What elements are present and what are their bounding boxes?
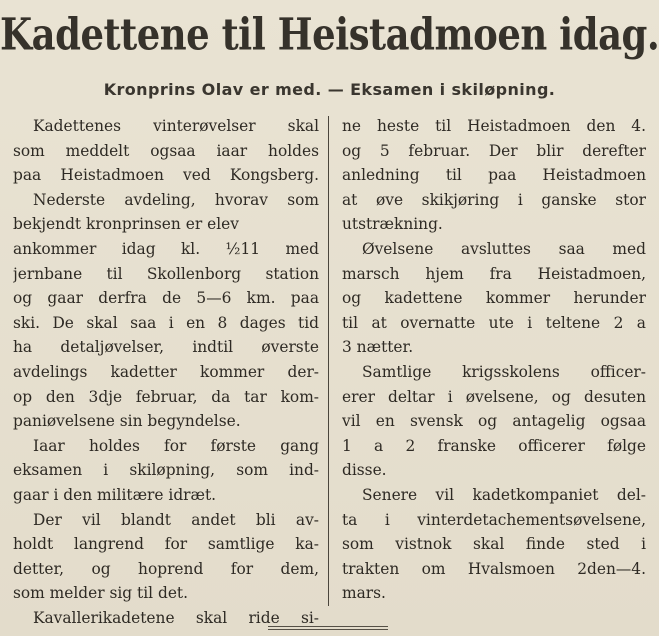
article-line: og gaar derfra de 5—6 km. paa — [13, 289, 319, 308]
article-line: paa Heistadmoen ved Kongsberg. — [13, 166, 319, 185]
article-line: Kavallerikadetene skal ride si- — [33, 608, 319, 627]
article-line: marsch hjem fra Heistadmoen, — [342, 264, 646, 283]
article-line: trakten om Hvalsmoen 2den—4. — [342, 559, 646, 578]
article-line: Der vil blandt andet bli av- — [33, 510, 319, 529]
article-line: op den 3dje februar, da tar kom- — [13, 387, 319, 406]
article-line: utstrækning. — [342, 215, 443, 234]
bottom-rule — [268, 626, 388, 630]
column-divider — [328, 116, 329, 606]
article-line: Kadettenes vinterøvelser skal — [33, 117, 319, 135]
article-line: erer deltar i øvelsene, og desuten — [342, 387, 646, 406]
article-column-right — [342, 114, 646, 606]
subheadline: Kronprins Olav er med. — Eksamen i skiløpning. — [103, 80, 556, 99]
article-line: Iaar holdes for første gang — [33, 436, 319, 455]
article-line: ankommer idag kl. ½11 med — [13, 239, 319, 258]
article-line: eksamen i skiløpning, som ind- — [13, 461, 319, 480]
article-line: og kadettene kommer herunder — [342, 289, 646, 308]
article-line: ta i vinterdetachementsøvelsene, — [342, 510, 646, 529]
article-line: 3 nætter. — [342, 338, 414, 357]
article-line: Senere vil kadetkompaniet del- — [362, 485, 646, 504]
article-line: Samtlige krigsskolens officer- — [362, 362, 646, 381]
article-line: disse. — [342, 461, 387, 480]
article-line: som meddelt ogsaa iaar holdes — [13, 141, 319, 160]
article-line: jernbane til Skollenborg station — [13, 264, 319, 283]
article-line: 1 a 2 franske officerer følge — [342, 436, 646, 455]
article-column-left — [13, 114, 319, 630]
article-line: ne heste til Heistadmoen den 4. — [342, 117, 646, 135]
article-line: paniøvelsene sin begyndelse. — [13, 412, 241, 431]
article-line: ski. De skal saa i en 8 dages tid — [13, 313, 319, 332]
article-line: vil en svensk og antagelig ogsaa — [342, 412, 646, 431]
article-line: anledning til paa Heistadmoen — [342, 166, 646, 185]
article-line: mars. — [342, 584, 386, 603]
headline: Kadettene til Heistadmoen idag. — [0, 8, 659, 60]
article-line: avdelings kadetter kommer der- — [13, 362, 319, 381]
article-line: som melder sig til det. — [13, 584, 189, 603]
article-line: som vistnok skal finde sted i — [342, 535, 646, 554]
article-line: Øvelsene avsluttes saa med — [362, 239, 646, 258]
article-line: og 5 februar. Der blir derefter — [342, 141, 646, 160]
article-line: holdt langrend for samtlige ka- — [13, 535, 319, 554]
article-line: bekjendt kronprinsen er elev — [13, 215, 239, 234]
article-line: Nederste avdeling, hvorav som — [33, 190, 319, 209]
article-line: gaar i den militære idræt. — [13, 485, 217, 504]
article-line: detter, og hoprend for dem, — [13, 559, 319, 578]
article-line: til at overnatte ute i teltene 2 a — [342, 313, 646, 332]
article-line: at øve skikjøring i ganske stor — [342, 190, 646, 209]
article-line: ha detaljøvelser, indtil øverste — [13, 338, 319, 357]
